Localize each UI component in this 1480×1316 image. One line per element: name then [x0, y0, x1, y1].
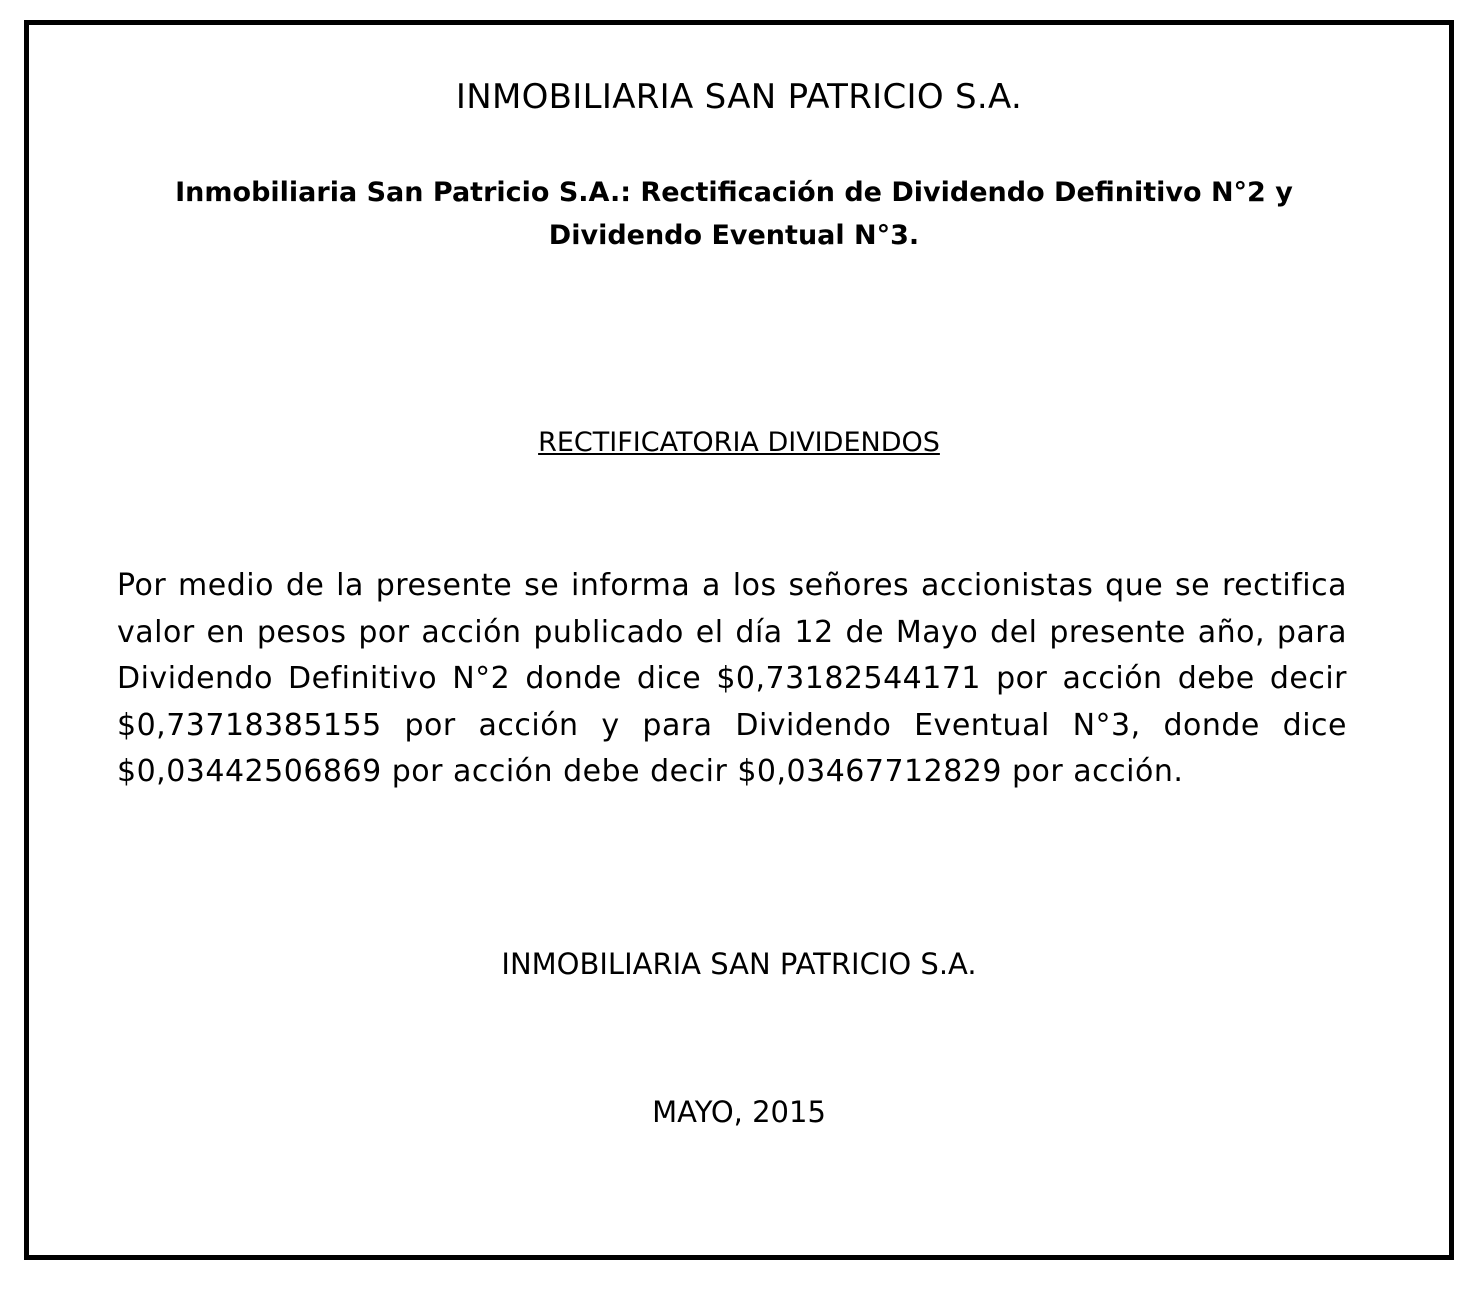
section-title: RECTIFICATORIA DIVIDENDOS [538, 427, 940, 458]
body-paragraph: Por medio de la presente se informa a los señores accionistas que se rectifica valor en pesos por acción publicado el día 12 de Mayo del presente año, para Dividendo Definitivo N°2 donde dice $0,73182544171 por acción debe decir $0,73718385155 por acción y para Dividendo Eventual N°3, donde dice $0,03442506869 por acción debe decir $0,03467712829 por acción. [117, 568, 1347, 789]
company-header: INMOBILIARIA SAN PATRICIO S.A. [455, 77, 1023, 117]
document-date: MAYO, 2015 [652, 1095, 826, 1129]
signature-company: INMOBILIARIA SAN PATRICIO S.A. [501, 947, 977, 981]
document-subject: Inmobiliaria San Patricio S.A.: Rectificación de Dividendo Definitivo N°2 y Dividendo Eventual N°3. [175, 177, 1293, 251]
document-frame [24, 20, 1454, 1260]
